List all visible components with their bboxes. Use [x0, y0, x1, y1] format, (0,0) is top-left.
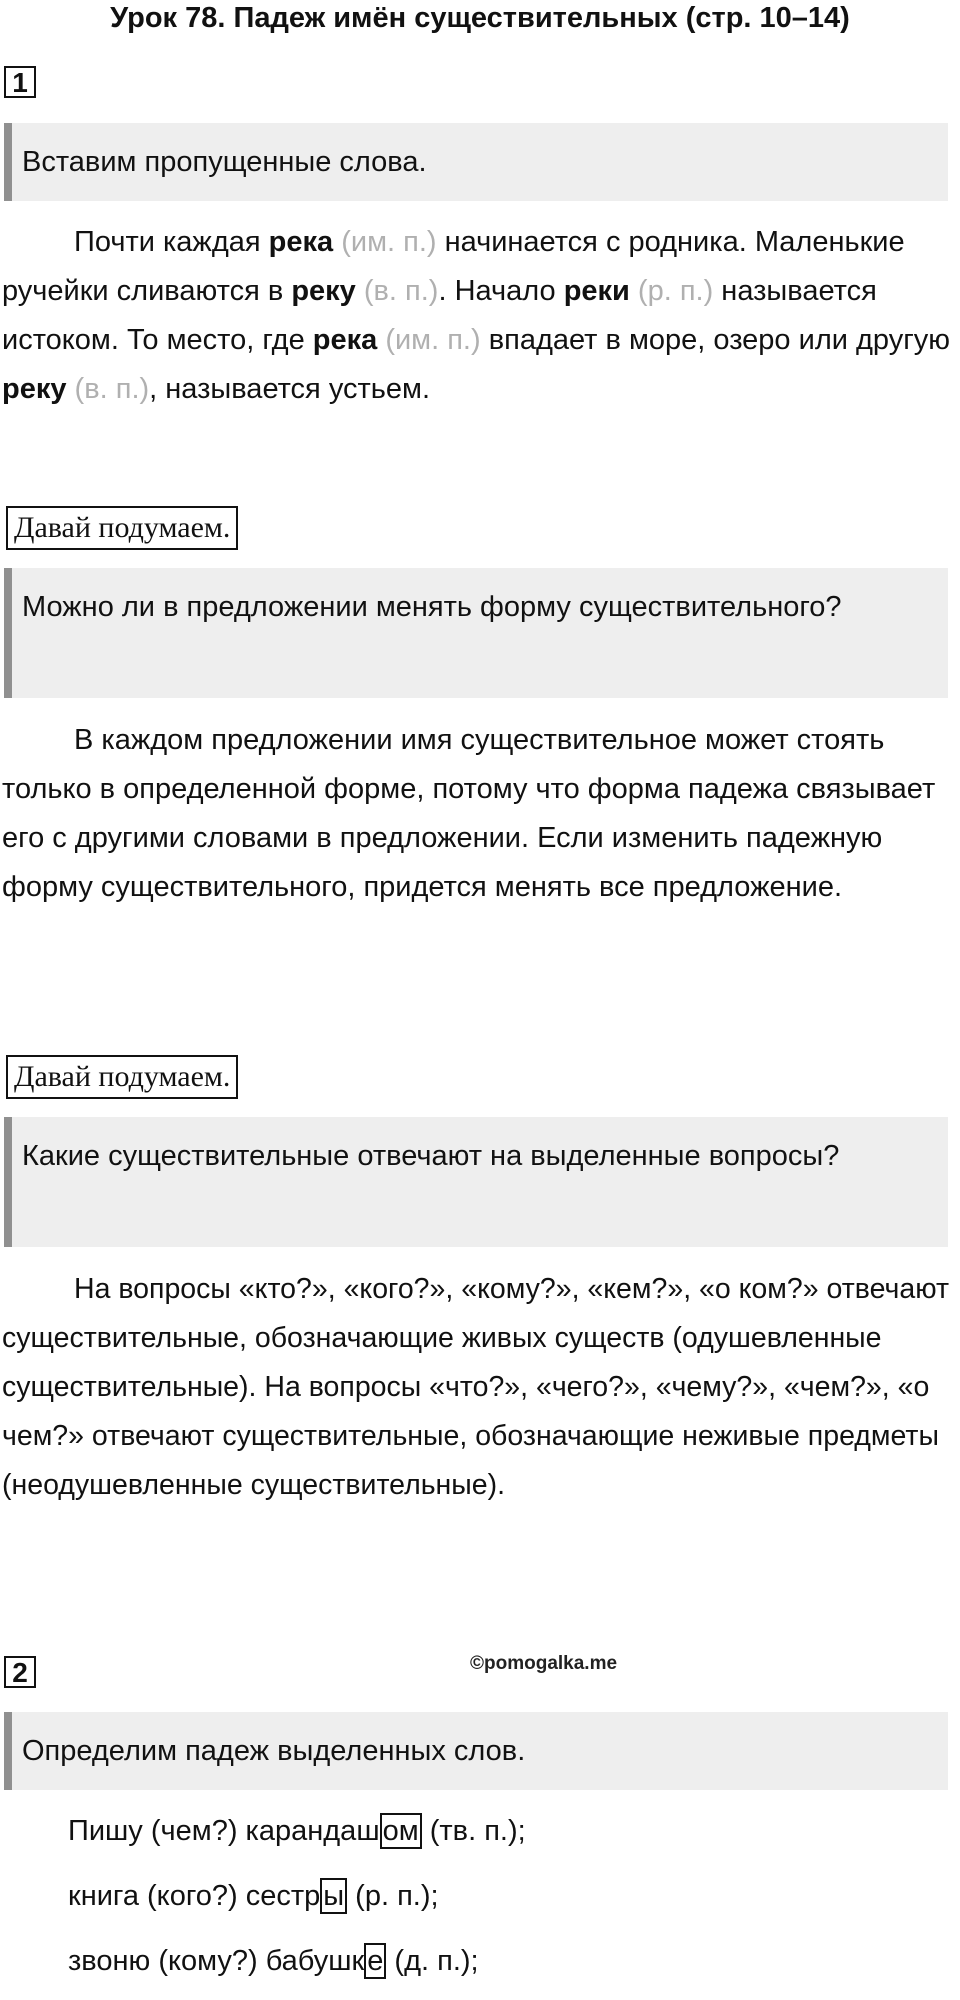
- case-line-2: [68, 1871, 439, 1921]
- think1-answer-text: В каждом предложении имя существительное может стоять только в определенной форме, потому что форма падежа связывает его с другими словами в предложении. Если изменить падежную форму существительного, придется менять все предложение.: [2, 724, 936, 903]
- case-line-1: [68, 1806, 526, 1856]
- highlighted-word: реку: [2, 373, 67, 405]
- case-line-text: звоню (кому?) бабушк: [68, 1945, 365, 1977]
- ending-box: е: [364, 1943, 386, 1979]
- think-label-2: Давай подумаем.: [6, 1055, 238, 1099]
- watermark: ©pomogalka.me: [470, 1653, 618, 1674]
- case-label: (д. п.);: [386, 1945, 479, 1977]
- case-line-text: Пишу (чем?) карандаш: [68, 1815, 380, 1847]
- think2-question: Какие существительные отвечают на выделенные вопросы?: [4, 1117, 948, 1247]
- think1-answer: [2, 716, 958, 912]
- case-hint: (им. п.): [377, 324, 481, 356]
- highlighted-word: реку: [291, 275, 356, 307]
- paragraph-text: . Начало: [438, 275, 564, 307]
- think2-answer: [2, 1265, 958, 1510]
- task2-instruction: Определим падеж выделенных слов.: [4, 1712, 948, 1790]
- case-line-text: книга (кого?) сестр: [68, 1880, 321, 1912]
- case-hint: (р. п.): [629, 275, 714, 307]
- think2-answer-text: На вопросы «кто?», «кого?», «кому?», «кем?», «о ком?» отвечают существительные, обозначающие живых существ (одушевленные существительные). На вопросы «что?», «чего?», «чему?», «чем?», «о чем?» отвечают существительные, обозначающие неживые предметы (неодушевленные существительные).: [2, 1273, 949, 1501]
- task1-paragraph: [2, 218, 958, 414]
- ending-box: ом: [380, 1813, 422, 1849]
- paragraph-text: впадает в море, озеро или другую: [480, 324, 951, 356]
- lesson-title: Урок 78. Падеж имён существительных (стр. 10–14): [110, 2, 850, 34]
- paragraph-text: начинается с родника. Маленькие ручейки сливаются в: [2, 226, 905, 307]
- paragraph-text: называется истоком. То место, где: [2, 275, 877, 356]
- case-label: (тв. п.);: [421, 1815, 526, 1847]
- paragraph-text: Почти каждая: [74, 226, 269, 258]
- task-number-1: 1: [4, 66, 36, 98]
- highlighted-word: реки: [563, 275, 630, 307]
- case-line-3: [68, 1936, 479, 1986]
- case-hint: (им. п.): [333, 226, 437, 258]
- ending-box: ы: [320, 1878, 347, 1914]
- task1-instruction: Вставим пропущенные слова.: [4, 123, 948, 201]
- task-number-2: 2: [4, 1656, 36, 1688]
- case-label: (р. п.);: [347, 1880, 439, 1912]
- think1-question: Можно ли в предложении менять форму существительного?: [4, 568, 948, 698]
- highlighted-word: река: [312, 324, 378, 356]
- case-hint: (в. п.): [66, 373, 150, 405]
- highlighted-word: река: [268, 226, 334, 258]
- case-hint: (в. п.): [355, 275, 439, 307]
- paragraph-text: , называется устьем.: [149, 373, 431, 405]
- think-label-1: Давай подумаем.: [6, 506, 238, 550]
